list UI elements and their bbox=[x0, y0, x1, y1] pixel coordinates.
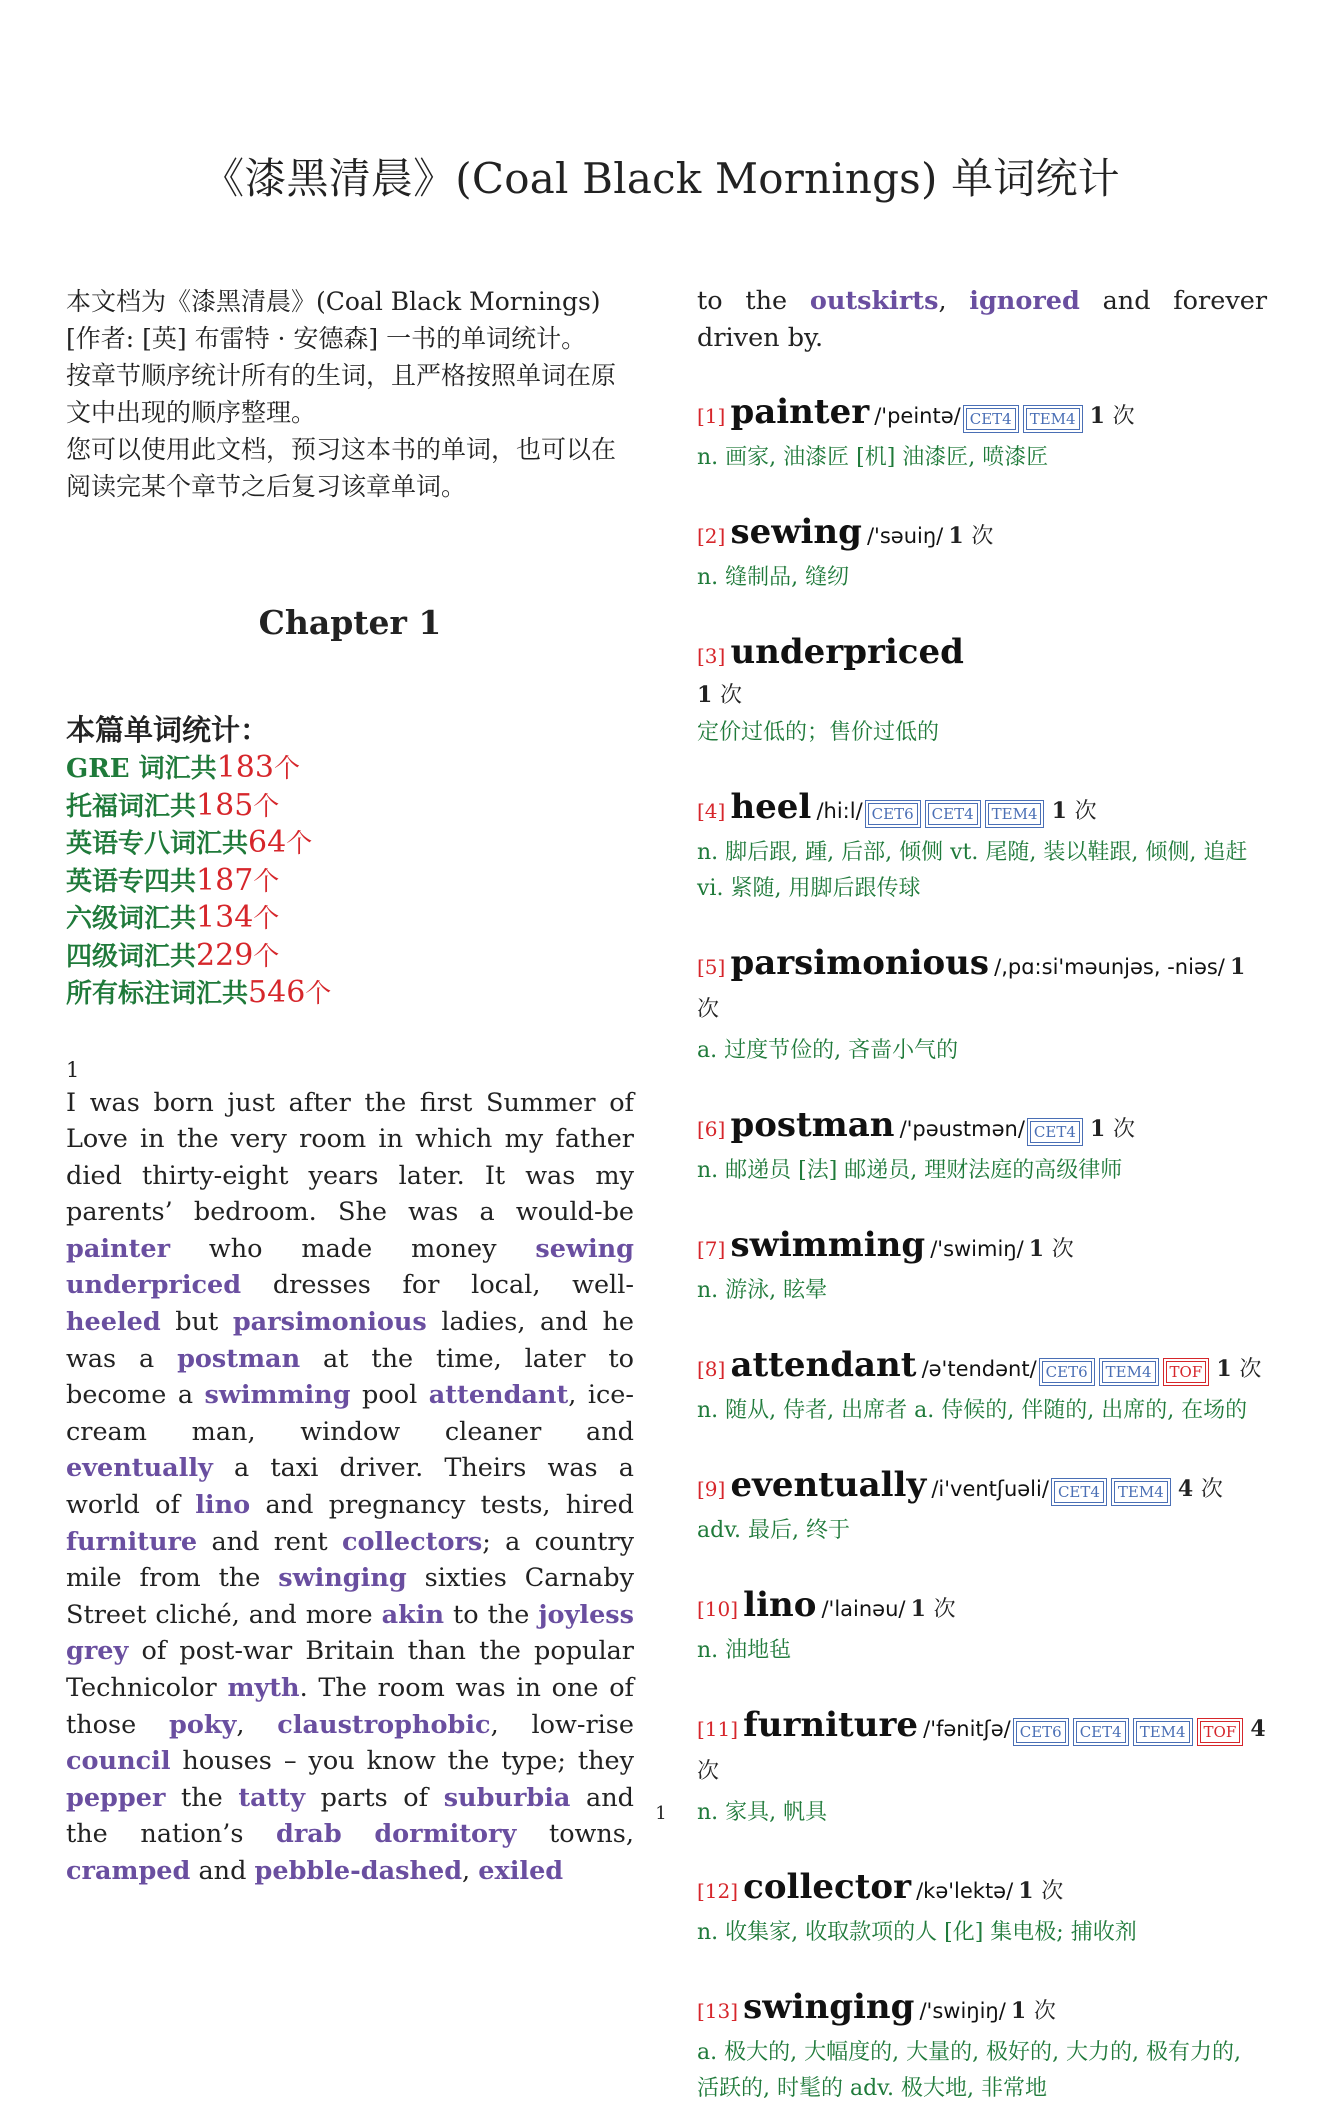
entry-pronunciation: /,pɑ:si'məunjəs, -niəs/ bbox=[994, 955, 1225, 980]
exam-tag: TEM4 bbox=[1102, 1361, 1156, 1383]
entry-word: underpriced bbox=[730, 632, 964, 673]
entry-count-value: 1 bbox=[697, 682, 713, 709]
vocab-entry bbox=[697, 512, 1267, 596]
entry-definition: n. 邮递员 [法] 邮递员, 理财法庭的高级律师 bbox=[697, 1158, 1123, 1184]
passage-text: . The room was in one of those bbox=[66, 1673, 634, 1740]
entry-count-value: 1 bbox=[1089, 403, 1105, 430]
stat-label: 六级词汇共 bbox=[66, 904, 197, 934]
passage-text: who made money bbox=[170, 1233, 536, 1264]
entry-count-unit: 次 bbox=[971, 524, 994, 550]
passage-text: the bbox=[165, 1782, 239, 1813]
passage-text: pool bbox=[350, 1380, 429, 1411]
passage-text: sixties Carnaby Street cliché, and more bbox=[66, 1563, 634, 1630]
exam-tag: TOF bbox=[1200, 1721, 1241, 1743]
stat-count: 229 bbox=[196, 937, 254, 973]
entry-count bbox=[1216, 1356, 1261, 1382]
stat-unit: 个 bbox=[253, 791, 280, 822]
entry-word: swinging bbox=[743, 1987, 915, 2028]
entry-headline bbox=[697, 512, 1267, 558]
vocab-word: drab bbox=[276, 1819, 342, 1850]
entry-pronunciation: /i'ventʃuəli/ bbox=[931, 1477, 1049, 1502]
entry-count-unit: 次 bbox=[1051, 1237, 1074, 1263]
stat-row bbox=[66, 788, 634, 826]
entry-word: attendant bbox=[730, 1345, 917, 1386]
vocab-word: outskirts bbox=[809, 286, 939, 316]
vocab-entry-list bbox=[697, 392, 1267, 2107]
entry-count bbox=[1011, 1998, 1056, 2024]
stat-label: 托福词汇共 bbox=[66, 791, 197, 822]
vocab-word: collectors bbox=[342, 1526, 483, 1557]
vocab-entry bbox=[697, 1225, 1267, 1309]
passage-continuation bbox=[697, 283, 1267, 356]
stat-row bbox=[66, 900, 634, 938]
entry-word: swimming bbox=[730, 1225, 926, 1266]
entry-count-unit: 次 bbox=[1239, 1357, 1262, 1383]
entry-index: [4] bbox=[697, 799, 726, 824]
vocab-word: pebble-dashed bbox=[254, 1855, 463, 1886]
entry-pronunciation: /'səuiŋ/ bbox=[866, 524, 944, 549]
stat-label: 四级词汇共 bbox=[66, 941, 197, 972]
entry-count-unit: 次 bbox=[1200, 1477, 1223, 1503]
entry-definition: a. 极大的, 大幅度的, 大量的, 极好的, 大力的, 极有力的, 活跃的, 时髦的 adv. 极大地, 非常地 bbox=[697, 2040, 1242, 2102]
passage-text: , bbox=[462, 1855, 479, 1886]
passage-text: dresses for local, well- bbox=[241, 1270, 634, 1301]
passage-text: , bbox=[236, 1709, 278, 1740]
entry-pronunciation: /'peintə/ bbox=[874, 404, 961, 429]
vocab-word: exiled bbox=[478, 1855, 564, 1886]
entry-word: painter bbox=[730, 392, 870, 433]
paragraph-number: 1 bbox=[66, 1057, 80, 1082]
stat-row bbox=[66, 975, 634, 1013]
entry-count bbox=[1178, 1476, 1223, 1502]
entry-count-unit: 次 bbox=[1074, 799, 1097, 825]
entry-index: [10] bbox=[697, 1597, 739, 1622]
entry-word: postman bbox=[730, 1105, 895, 1146]
passage-text: and forever driven by. bbox=[697, 286, 1268, 353]
entry-headline bbox=[697, 392, 1267, 438]
entry-definition: n. 画家, 油漆匠 [机] 油漆匠, 喷漆匠 bbox=[697, 445, 1049, 471]
vocab-word: myth bbox=[227, 1673, 300, 1703]
right-column bbox=[697, 283, 1267, 2107]
entry-word: heel bbox=[730, 787, 812, 828]
entry-pronunciation: /'fənitʃə/ bbox=[923, 1717, 1011, 1742]
exam-tag: CET4 bbox=[1076, 1721, 1126, 1743]
stat-unit: 个 bbox=[253, 904, 280, 934]
entry-definition: 定价过低的；售价过低的 bbox=[697, 720, 940, 746]
vocab-entry bbox=[697, 632, 1267, 751]
vocab-entry bbox=[697, 392, 1267, 476]
stat-label: 英语专八词汇共 bbox=[66, 829, 249, 859]
entry-headline bbox=[697, 1225, 1267, 1271]
stat-count: 134 bbox=[196, 900, 254, 935]
passage-text: and pregnancy tests, hired bbox=[250, 1490, 634, 1521]
passage-text: of post-war Britain than the popular Technicolor bbox=[66, 1636, 634, 1703]
vocab-word: lino bbox=[195, 1490, 251, 1521]
stat-label: 所有标注词汇共 bbox=[66, 979, 249, 1009]
passage-text: at the time, later to become a bbox=[66, 1343, 635, 1411]
entry-count-value: 1 bbox=[1216, 1356, 1232, 1383]
vocab-word: parsimonious bbox=[232, 1307, 427, 1338]
passage-text: and the nation’s bbox=[66, 1782, 634, 1850]
vocab-word: heeled bbox=[66, 1307, 161, 1338]
entry-headline bbox=[697, 1705, 1267, 1793]
entry-count-value: 4 bbox=[1250, 1716, 1266, 1743]
passage-text: a taxi driver. Theirs was a world of bbox=[66, 1453, 634, 1521]
entry-word: sewing bbox=[730, 512, 862, 553]
exam-tag: TOF bbox=[1166, 1361, 1207, 1383]
entry-count bbox=[948, 523, 993, 549]
entry-count-unit: 次 bbox=[933, 1597, 956, 1623]
entry-count-unit: 次 bbox=[697, 997, 720, 1023]
entry-count bbox=[1018, 1878, 1063, 1904]
stat-count: 183 bbox=[216, 750, 274, 785]
entry-headline bbox=[697, 632, 1267, 678]
entry-pronunciation: /'swimiŋ/ bbox=[930, 1237, 1024, 1262]
entry-definition: n. 家具, 帆具 bbox=[697, 1800, 828, 1826]
entry-word: collector bbox=[743, 1867, 911, 1908]
vocab-word: cramped bbox=[66, 1855, 191, 1886]
entry-index: [7] bbox=[697, 1237, 726, 1262]
passage-text: houses – you know the type; they bbox=[170, 1746, 634, 1777]
stat-count: 185 bbox=[196, 787, 254, 823]
entry-count-unit: 次 bbox=[1112, 1117, 1135, 1143]
entry-headline bbox=[697, 1105, 1267, 1151]
intro bbox=[66, 283, 634, 505]
vocab-word: postman bbox=[177, 1343, 301, 1374]
passage-text: , bbox=[938, 286, 970, 316]
document-title: 《漆黑清晨》(Coal Black Mornings) 单词统计 bbox=[202, 154, 1120, 203]
entry-pronunciation: /'swiŋiŋ/ bbox=[919, 1999, 1006, 2024]
vocab-word: tatty bbox=[238, 1782, 306, 1813]
entry-headline bbox=[697, 1585, 1267, 1631]
entry-word: furniture bbox=[743, 1705, 919, 1746]
entry-count bbox=[1029, 1236, 1074, 1262]
entry-pronunciation: /kə'lektə/ bbox=[916, 1879, 1014, 1904]
entry-count-unit: 次 bbox=[1112, 404, 1135, 430]
exam-tag: TEM4 bbox=[1136, 1721, 1190, 1743]
stat-unit: 个 bbox=[273, 754, 300, 784]
stat-row bbox=[66, 938, 634, 976]
stat-unit: 个 bbox=[286, 829, 313, 859]
passage-text: and bbox=[190, 1855, 255, 1886]
entry-definition: n. 油地毡 bbox=[697, 1638, 792, 1664]
vocab-word: pepper bbox=[66, 1782, 166, 1813]
entry-count bbox=[1052, 798, 1097, 824]
stat-label: GRE 词汇共 bbox=[66, 754, 217, 784]
left-column bbox=[66, 283, 634, 1890]
entry-count-value: 1 bbox=[1010, 1998, 1027, 2025]
entry-index: [5] bbox=[697, 955, 726, 980]
vocab-entry bbox=[697, 1345, 1267, 1429]
entry-index: [1] bbox=[697, 404, 726, 429]
entry-count-value: 1 bbox=[910, 1596, 926, 1623]
chapter-title: Chapter 1 bbox=[258, 603, 442, 642]
entry-index: [9] bbox=[697, 1477, 726, 1502]
entry-count bbox=[1090, 403, 1135, 429]
entry-pronunciation: /'lainəu/ bbox=[821, 1597, 906, 1622]
vocab-word: akin bbox=[381, 1599, 444, 1630]
exam-tag: CET4 bbox=[928, 803, 978, 825]
entry-definition: a. 过度节俭的, 吝啬小气的 bbox=[697, 1038, 959, 1064]
vocab-word: poky bbox=[169, 1709, 237, 1740]
entry-index: [8] bbox=[697, 1357, 726, 1382]
passage-text: I was born just after the first Summer of Love in the very room in which my father died thirty-eight years later. It was my parents’ bedroom. She was a would-be bbox=[66, 1087, 634, 1228]
exam-tag: TEM4 bbox=[1026, 408, 1080, 430]
entry-definition: n. 收集家, 收取款项的人 [化] 集电极; 捕收剂 bbox=[697, 1920, 1137, 1946]
vocab-word: ignored bbox=[969, 286, 1080, 316]
entry-count-value: 4 bbox=[1177, 1476, 1194, 1503]
entry-count bbox=[1090, 1116, 1135, 1142]
stat-count: 187 bbox=[196, 862, 254, 898]
exam-tag: TEM4 bbox=[1114, 1481, 1168, 1503]
vocab-word: underpriced bbox=[66, 1270, 242, 1301]
vocab-word: claustrophobic bbox=[277, 1709, 491, 1740]
passage-text: ; a country mile from the bbox=[66, 1526, 634, 1594]
passage-text: towns, bbox=[516, 1819, 634, 1850]
stat-row bbox=[66, 750, 634, 788]
entry-index: [11] bbox=[697, 1717, 739, 1742]
vocab-entry bbox=[697, 943, 1267, 1069]
vocab-word: joyless bbox=[538, 1599, 635, 1630]
intro-line-2: 按章节顺序统计所有的生词，且严格按照单词在原文中出现的顺序整理。 bbox=[66, 361, 617, 427]
stat-row bbox=[66, 863, 634, 901]
entry-index: [2] bbox=[697, 524, 726, 549]
exam-tag: TEM4 bbox=[988, 803, 1042, 825]
entry-count-unit: 次 bbox=[697, 1759, 720, 1785]
vocab-word: council bbox=[66, 1746, 171, 1777]
passage-text: parts of bbox=[305, 1782, 444, 1813]
vocab-word: eventually bbox=[66, 1453, 213, 1484]
vocab-word: painter bbox=[66, 1233, 171, 1264]
entry-index: [6] bbox=[697, 1117, 726, 1142]
vocab-word: grey bbox=[66, 1636, 129, 1667]
entry-headline bbox=[697, 1345, 1267, 1391]
stat-count: 64 bbox=[248, 825, 287, 860]
vocab-word: swimming bbox=[204, 1380, 351, 1411]
entry-headline bbox=[697, 1465, 1267, 1511]
entry-pronunciation: /'pəustmən/ bbox=[899, 1117, 1025, 1142]
vocab-word: swinging bbox=[278, 1563, 407, 1594]
entry-count-unit: 次 bbox=[1041, 1879, 1064, 1905]
stat-unit: 个 bbox=[253, 866, 280, 897]
stats-list bbox=[66, 750, 634, 1013]
entry-word: lino bbox=[743, 1585, 817, 1626]
vocab-word: sewing bbox=[535, 1233, 634, 1264]
vocab-entry bbox=[697, 1105, 1267, 1189]
exam-tag: CET4 bbox=[966, 408, 1016, 430]
entry-index: [12] bbox=[697, 1879, 739, 1904]
entry-count-value: 1 bbox=[948, 523, 964, 550]
entry-count-unit: 次 bbox=[1033, 1999, 1056, 2025]
entry-definition: adv. 最后, 终于 bbox=[697, 1518, 850, 1544]
entry-headline bbox=[697, 787, 1267, 833]
stat-label: 英语专四共 bbox=[66, 866, 197, 897]
stat-unit: 个 bbox=[253, 941, 280, 972]
entry-count-unit: 次 bbox=[719, 683, 742, 709]
vocab-word: attendant bbox=[428, 1380, 569, 1411]
entry-count-value: 1 bbox=[1018, 1878, 1034, 1905]
vocab-word: dormitory bbox=[374, 1819, 517, 1850]
exam-tag: CET6 bbox=[1042, 1361, 1092, 1383]
entry-count-value: 1 bbox=[1051, 798, 1067, 825]
stat-count: 546 bbox=[248, 975, 306, 1010]
entry-count-value: 1 bbox=[1229, 954, 1246, 981]
passage-text: but bbox=[160, 1307, 233, 1338]
page-number: 1 bbox=[655, 1803, 667, 1824]
entry-count bbox=[911, 1596, 956, 1622]
passage-text: , ice-cream man, window cleaner and bbox=[66, 1380, 634, 1447]
vocab-word: suburbia bbox=[443, 1782, 571, 1813]
entry-definition: n. 随从, 侍者, 出席者 a. 侍候的, 伴随的, 出席的, 在场的 bbox=[697, 1398, 1248, 1424]
passage-text: and rent bbox=[197, 1526, 342, 1557]
entry-headline bbox=[697, 943, 1267, 1031]
entry-definition: n. 游泳, 眩晕 bbox=[697, 1278, 828, 1304]
entry-word: parsimonious bbox=[730, 943, 990, 984]
passage-text: to the bbox=[443, 1599, 539, 1630]
entry-headline bbox=[697, 1867, 1267, 1913]
vocab-entry bbox=[697, 1987, 1267, 2107]
exam-tag: CET6 bbox=[868, 803, 918, 825]
exam-tag: CET6 bbox=[1016, 1721, 1066, 1743]
vocab-entry bbox=[697, 1585, 1267, 1669]
exam-tag: CET4 bbox=[1030, 1121, 1080, 1143]
passage-text: , low-rise bbox=[490, 1709, 634, 1740]
passage-text: ladies, and he was a bbox=[66, 1307, 634, 1374]
entry-headline bbox=[697, 1987, 1267, 2033]
stat-row bbox=[66, 825, 634, 863]
exam-tag: CET4 bbox=[1054, 1481, 1104, 1503]
entry-pronunciation: /ə'tendənt/ bbox=[921, 1357, 1037, 1382]
entry-definition: n. 缝制品, 缝纫 bbox=[697, 565, 850, 591]
stat-unit: 个 bbox=[305, 979, 332, 1009]
passage bbox=[66, 1085, 634, 1890]
entry-count bbox=[697, 678, 1267, 713]
entry-pronunciation: /hi:l/ bbox=[816, 799, 863, 824]
intro-line-1: 本文档为《漆黑清晨》(Coal Black Mornings)[作者: [英] 布雷特 · 安德森] 一书的单词统计。 bbox=[66, 287, 601, 353]
vocab-entry bbox=[697, 1867, 1267, 1951]
entry-count-value: 1 bbox=[1089, 1116, 1106, 1143]
entry-definition: n. 脚后跟, 踵, 后部, 倾侧 vt. 尾随, 装以鞋跟, 倾侧, 追赶 vi. 紧随, 用脚后跟传球 bbox=[697, 840, 1248, 902]
vocab-entry bbox=[697, 1465, 1267, 1549]
vocab-word: furniture bbox=[66, 1526, 198, 1557]
entry-word: eventually bbox=[730, 1465, 927, 1506]
entry-index: [13] bbox=[697, 1999, 739, 2024]
entry-index: [3] bbox=[697, 644, 726, 669]
stats-heading: 本篇单词统计： bbox=[66, 713, 270, 747]
intro-line-3: 您可以使用此文档，预习这本书的单词，也可以在阅读完某个章节之后复习该章单词。 bbox=[66, 435, 617, 501]
entry-count-value: 1 bbox=[1028, 1236, 1045, 1263]
passage-text: to the bbox=[697, 286, 810, 316]
vocab-entry bbox=[697, 787, 1267, 907]
